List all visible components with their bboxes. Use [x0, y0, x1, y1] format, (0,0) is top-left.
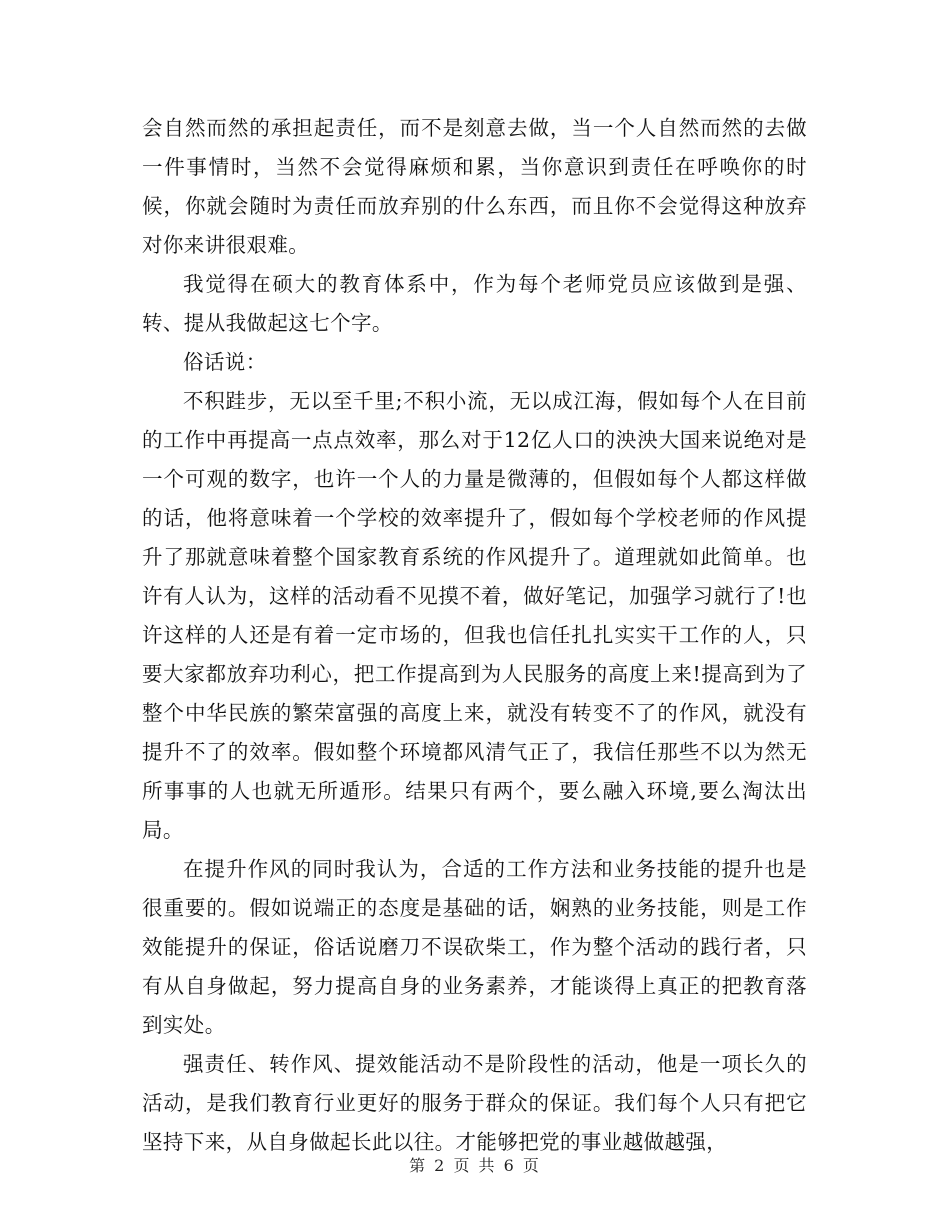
page-number-footer: 第 2 页 共 6 页 [409, 1156, 541, 1175]
document-body [142, 109, 807, 1162]
paragraph: 在提升作风的同时我认为，合适的工作方法和业务技能的提升也是很重要的。假如说端正的态度是基础的话，娴熟的业务技能，则是工作效能提升的保证，俗话说磨刀不误砍柴工，作为整个活动的践行者，只有从自身做起，努力提高自身的业务素养，才能谈得上真正的把教育落到实处。 [142, 857, 807, 1037]
paragraph: 我觉得在硕大的教育体系中，作为每个老师党员应该做到是强、转、提从我做起这七个字。 [142, 272, 807, 335]
paragraph: 会自然而然的承担起责任，而不是刻意去做，当一个人自然而然的去做一件事情时，当然不会觉得麻烦和累，当你意识到责任在呼唤你的时候，你就会随时为责任而放弃别的什么东西，而且你不会觉得这种放弃对你来讲很艰难。 [142, 116, 807, 257]
paragraph: 俗话说： [183, 350, 267, 374]
paragraph: 不积跬步，无以至千里;不积小流，无以成江海，假如每个人在目前的工作中再提高一点点效率，那么对于12亿人口的泱泱大国来说绝对是一个可观的数字，也许一个人的力量是微薄的，但假如每个人都这样做的话，他将意味着一个学校的效率提升了，假如每个学校老师的作风提升了那就意味着整个国家教育系统的作风提升了。道理就如此简单。也许有人认为，这样的活动看不见摸不着，做好笔记，加强学习就行了!也许这样的人还是有着一定市场的，但我也信任扎扎实实干工作的人，只要大家都放弃功利心，把工作提高到为人民服务的高度上来!提高到为了整个中华民族的繁荣富强的高度上来，就没有转变不了的作风，就没有提升不了的效率。假如整个环境都风清气正了，我信任那些不以为然无所事事的人也就无所遁形。结果只有两个，要么融入环境,要么淘汰出局。 [142, 389, 807, 842]
paragraph: 强责任、转作风、提效能活动不是阶段性的活动，他是一项长久的活动，是我们教育行业更好的服务于群众的保证。我们每个人只有把它坚持下来，从自身做起长此以往。才能够把党的事业越做越强， [142, 1052, 807, 1154]
